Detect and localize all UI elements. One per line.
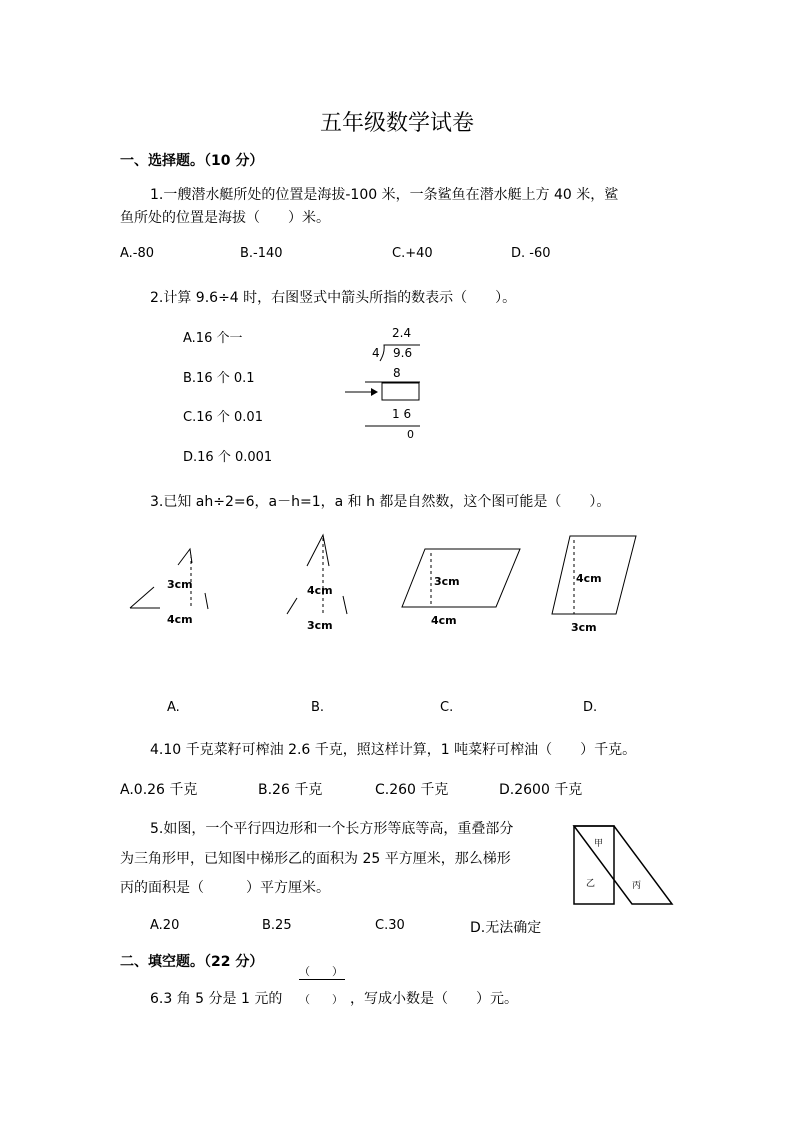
- q2-text: 2.计算 9.6÷4 时，右图竖式中箭头所指的数表示（ ）。: [150, 290, 517, 306]
- q6-denominator[interactable]: （ ）: [299, 993, 343, 1006]
- q5-option-a[interactable]: A.20: [150, 918, 180, 933]
- division-divisor: 4: [372, 346, 380, 360]
- q5-figure: [572, 824, 677, 909]
- q2-option-d[interactable]: D.16 个 0.001: [183, 450, 273, 465]
- q1-option-b[interactable]: B.-140: [240, 246, 283, 261]
- division-dividend: 9.6: [393, 346, 413, 360]
- label-bing: 丙: [632, 881, 642, 891]
- label-jia: 甲: [594, 839, 604, 849]
- q4-option-a[interactable]: A.0.26 千克: [120, 782, 198, 798]
- q3-option-b[interactable]: B.: [311, 700, 325, 715]
- q6-numerator[interactable]: （ ）: [299, 965, 343, 978]
- fraction-bar: [299, 979, 345, 980]
- q5-option-d[interactable]: D.无法确定: [470, 920, 542, 936]
- figure-c-dim2: 4cm: [431, 614, 457, 627]
- arrow-head: [371, 388, 378, 396]
- division-step2: 1 6: [392, 407, 412, 421]
- figure-b-dim2: 3cm: [307, 619, 333, 632]
- division-step1: 8: [393, 366, 401, 380]
- q4-text: 4.10 千克菜籽可榨油 2.6 千克，照这样计算，1 吨菜籽可榨油（ ）千克。: [150, 742, 637, 758]
- section-2-heading: 二、填空题。（22 分）: [120, 954, 264, 970]
- q3-option-d[interactable]: D.: [583, 700, 598, 715]
- figure-d-parallelogram: [550, 532, 645, 637]
- figure-a-dim2: 4cm: [167, 613, 193, 626]
- q4-option-d[interactable]: D.2600 千克: [499, 782, 583, 798]
- rectangle-shape: [574, 826, 614, 904]
- q3-text: 3.已知 ah÷2=6，a－h=1，a 和 h 都是自然数，这个图可能是（ ）。: [150, 494, 611, 510]
- arrow-target-box: [382, 383, 419, 400]
- q5-line1: 5.如图，一个平行四边形和一个长方形等底等高，重叠部分: [150, 821, 514, 837]
- q3-option-c[interactable]: C.: [440, 700, 454, 715]
- division-remainder: 0: [407, 428, 414, 441]
- q1-option-d[interactable]: D. -60: [511, 246, 551, 261]
- q3-option-a[interactable]: A.: [167, 700, 180, 715]
- q5-option-b[interactable]: B.25: [262, 918, 292, 933]
- parallelogram-shape: [574, 826, 672, 904]
- figure-d-dim1: 4cm: [576, 572, 602, 585]
- q5-line3: 丙的面积是（ ）平方厘米。: [120, 880, 330, 896]
- figure-d-dim2: 3cm: [571, 621, 597, 634]
- figure-a-dim1: 3cm: [167, 578, 193, 591]
- q6-prefix: 6.3 角 5 分是 1 元的: [150, 991, 283, 1007]
- figure-c-parallelogram: [400, 545, 525, 630]
- q1-line2: 鱼所处的位置是海拔（ ）米。: [120, 210, 330, 226]
- q5-line2: 为三角形甲，已知图中梯形乙的面积为 25 平方厘米，那么梯形: [120, 851, 511, 867]
- q4-option-b[interactable]: B.26 千克: [258, 782, 323, 798]
- q2-option-c[interactable]: C.16 个 0.01: [183, 410, 263, 425]
- figure-b-dim1: 4cm: [307, 584, 333, 597]
- q4-option-c[interactable]: C.260 千克: [375, 782, 449, 798]
- figure-b-triangle: [285, 530, 355, 635]
- q5-option-c[interactable]: C.30: [375, 918, 405, 933]
- q2-option-b[interactable]: B.16 个 0.1: [183, 371, 255, 386]
- figure-a-triangle: [130, 545, 210, 630]
- q1-line1: 1.一艘潜水艇所处的位置是海拔-100 米，一条鲨鱼在潜水艇上方 40 米，鲨: [150, 187, 619, 203]
- long-division-figure: [340, 320, 440, 445]
- q2-option-a[interactable]: A.16 个一: [183, 331, 243, 346]
- page-title: 五年级数学试卷: [319, 111, 474, 136]
- q6-suffix: ，写成小数是（ ）元。: [350, 991, 518, 1007]
- figure-c-dim1: 3cm: [434, 575, 460, 588]
- section-1-heading: 一、选择题。（10 分）: [120, 153, 264, 169]
- q1-option-c[interactable]: C.+40: [392, 246, 433, 261]
- division-quotient: 2.4: [392, 326, 412, 340]
- q1-option-a[interactable]: A.-80: [120, 246, 155, 261]
- label-yi: 乙: [586, 879, 596, 889]
